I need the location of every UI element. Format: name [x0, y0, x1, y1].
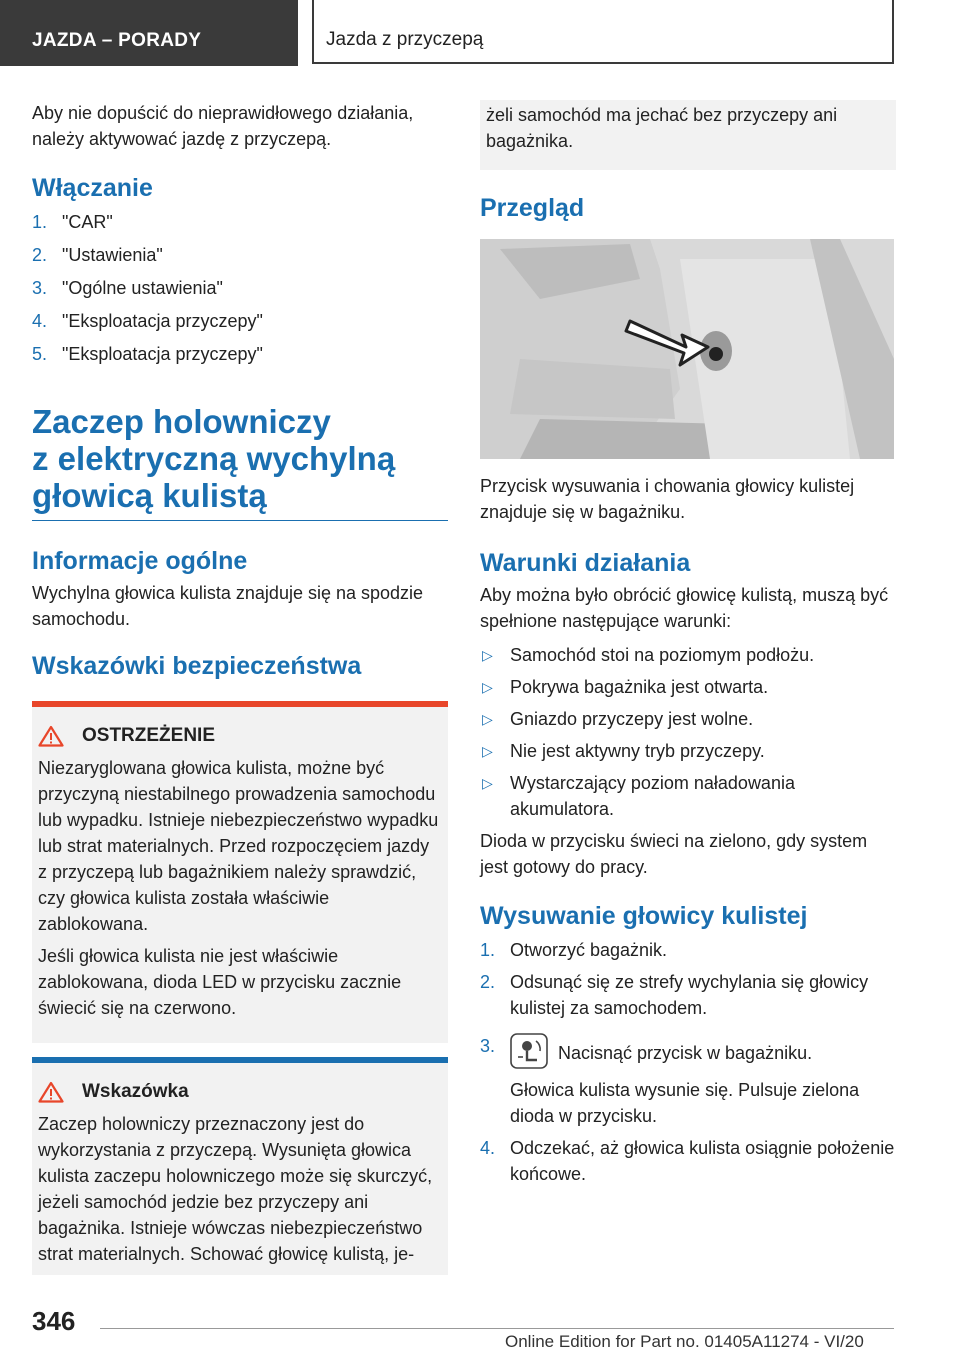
page-number: 346	[32, 1306, 76, 1336]
main-heading: Zaczep holowniczy z elektryczną wychylną głowicą kulistą	[32, 403, 396, 514]
conditions-intro: Aby można było obrócić głowicę kulistą, muszą być spełnione następujące warunki:	[480, 585, 889, 631]
footer-rule	[100, 1328, 894, 1329]
enable-step: 2. "Ustawienia"	[32, 245, 163, 265]
condition-item: ▷ Wystarczający poziom naładowania akumulatora.	[480, 770, 896, 822]
overview-heading: Przegląd	[480, 194, 585, 222]
condition-item: ▷ Gniazdo przyczepy jest wolne.	[480, 706, 896, 732]
warning-title: OSTRZEŻENIE	[38, 725, 440, 747]
extend-step: 2. Odsunąć się ze strefy wychylania się głowicy kulistej za samochodem.	[480, 972, 869, 1018]
enable-step: 5. "Eksploatacja przyczepy"	[32, 344, 263, 364]
extend-heading: Wysuwanie głowicy kulistej	[480, 902, 808, 930]
led-text: Dioda w przycisku świeci na zielono, gdy system jest gotowy do pracy.	[480, 831, 868, 877]
bullet-triangle-icon: ▷	[482, 743, 493, 759]
condition-item: ▷ Samochód stoi na poziomym podłożu.	[480, 642, 896, 668]
right-column	[480, 100, 896, 1187]
step3-subtext: Głowica kulista wysunie się. Pulsuje zielona dioda w przycisku.	[510, 1080, 860, 1126]
extend-step: 1. Otworzyć bagażnik.	[480, 940, 668, 960]
bullet-triangle-icon: ▷	[482, 679, 493, 695]
conditions-heading: Warunki działania	[480, 549, 691, 577]
warning-box	[32, 701, 448, 1043]
conditions-list	[480, 642, 896, 822]
chapter-title: Jazda z przyczepą	[312, 0, 894, 64]
bullet-triangle-icon: ▷	[482, 647, 493, 663]
trunk-photo	[480, 239, 894, 459]
ball-head-button-icon	[510, 1033, 548, 1069]
condition-item: ▷ Nie jest aktywny tryb przyczepy.	[480, 738, 896, 764]
enable-steps	[32, 209, 448, 367]
extend-step: 4. Odczekać, aż głowica kulista osiągnie położenie końcowe.	[480, 1138, 895, 1184]
warning-triangle-icon	[38, 725, 64, 747]
bullet-triangle-icon: ▷	[482, 711, 493, 727]
section-tab: JAZDA – PORADY	[0, 0, 298, 66]
enable-step: 4. "Eksploatacja przyczepy"	[32, 311, 263, 331]
note-box	[32, 1057, 448, 1275]
heading-rule	[32, 520, 448, 521]
warning-text: Niezaryglowana głowica kulista, możne być przyczyną niestabilnego prowadzenia samochodu lub wypadku. Istnieje niebezpieczeństwo wypadku lub strat materialnych. Przed rozpoczęciem jazdy z przyczepą lub bagażnikiem należy sprawdzić, czy głowica kulista została właściwie zablokowana.	[38, 758, 439, 934]
extend-steps	[480, 937, 896, 1187]
trunk-illustration	[480, 239, 894, 459]
edition-text: Online Edition for Part no. 01405A11274 - VI/20	[505, 1332, 864, 1351]
bullet-triangle-icon: ▷	[482, 775, 493, 791]
enable-step: 3. "Ogólne ustawienia"	[32, 278, 223, 298]
safety-heading: Wskazówki bezpieczeństwa	[32, 652, 362, 680]
extend-step: 3. Nacisnąć przycisk w bagażniku. Głowica kulista wysunie się. Pulsuje zielona dioda w przycisku.	[480, 1033, 896, 1129]
page-footer	[0, 1290, 960, 1362]
enable-step: 1. "CAR"	[32, 212, 113, 232]
note-title: Wskazówka	[38, 1081, 440, 1103]
info-triangle-icon	[38, 1081, 64, 1103]
page-header	[0, 0, 960, 66]
note-text: Zaczep holowniczy przeznaczony jest do wykorzystania z przyczepą. Wysunięta głowica kulista zaczepu holowniczego może się skurczyć, jeżeli samochód jedzie bez przyczepy ani bagażnika. Istnieje wówczas niebezpieczeństwo strat materialnych. Schować głowicę kulistą, je-	[38, 1114, 433, 1264]
warning-text-2: Jeśli głowica kulista nie jest właściwie zablokowana, dioda LED w przycisku zacznie świecić się na czerwono.	[38, 946, 402, 1018]
note-text-continued: żeli samochód ma jechać bez przyczepy ani bagażnika.	[486, 105, 838, 151]
enable-heading: Włączanie	[32, 174, 153, 202]
note-box-continued	[480, 100, 896, 170]
left-column	[32, 100, 448, 1275]
intro-text: Aby nie dopuścić do nieprawidłowego działania, należy aktywować jazdę z przyczepą.	[32, 103, 414, 149]
condition-item: ▷ Pokrywa bagażnika jest otwarta.	[480, 674, 896, 700]
general-heading: Informacje ogólne	[32, 547, 248, 575]
photo-caption: Przycisk wysuwania i chowania głowicy kulistej znajduje się w bagażniku.	[480, 476, 855, 522]
general-text: Wychylna głowica kulista znajduje się na spodzie samochodu.	[32, 583, 424, 629]
